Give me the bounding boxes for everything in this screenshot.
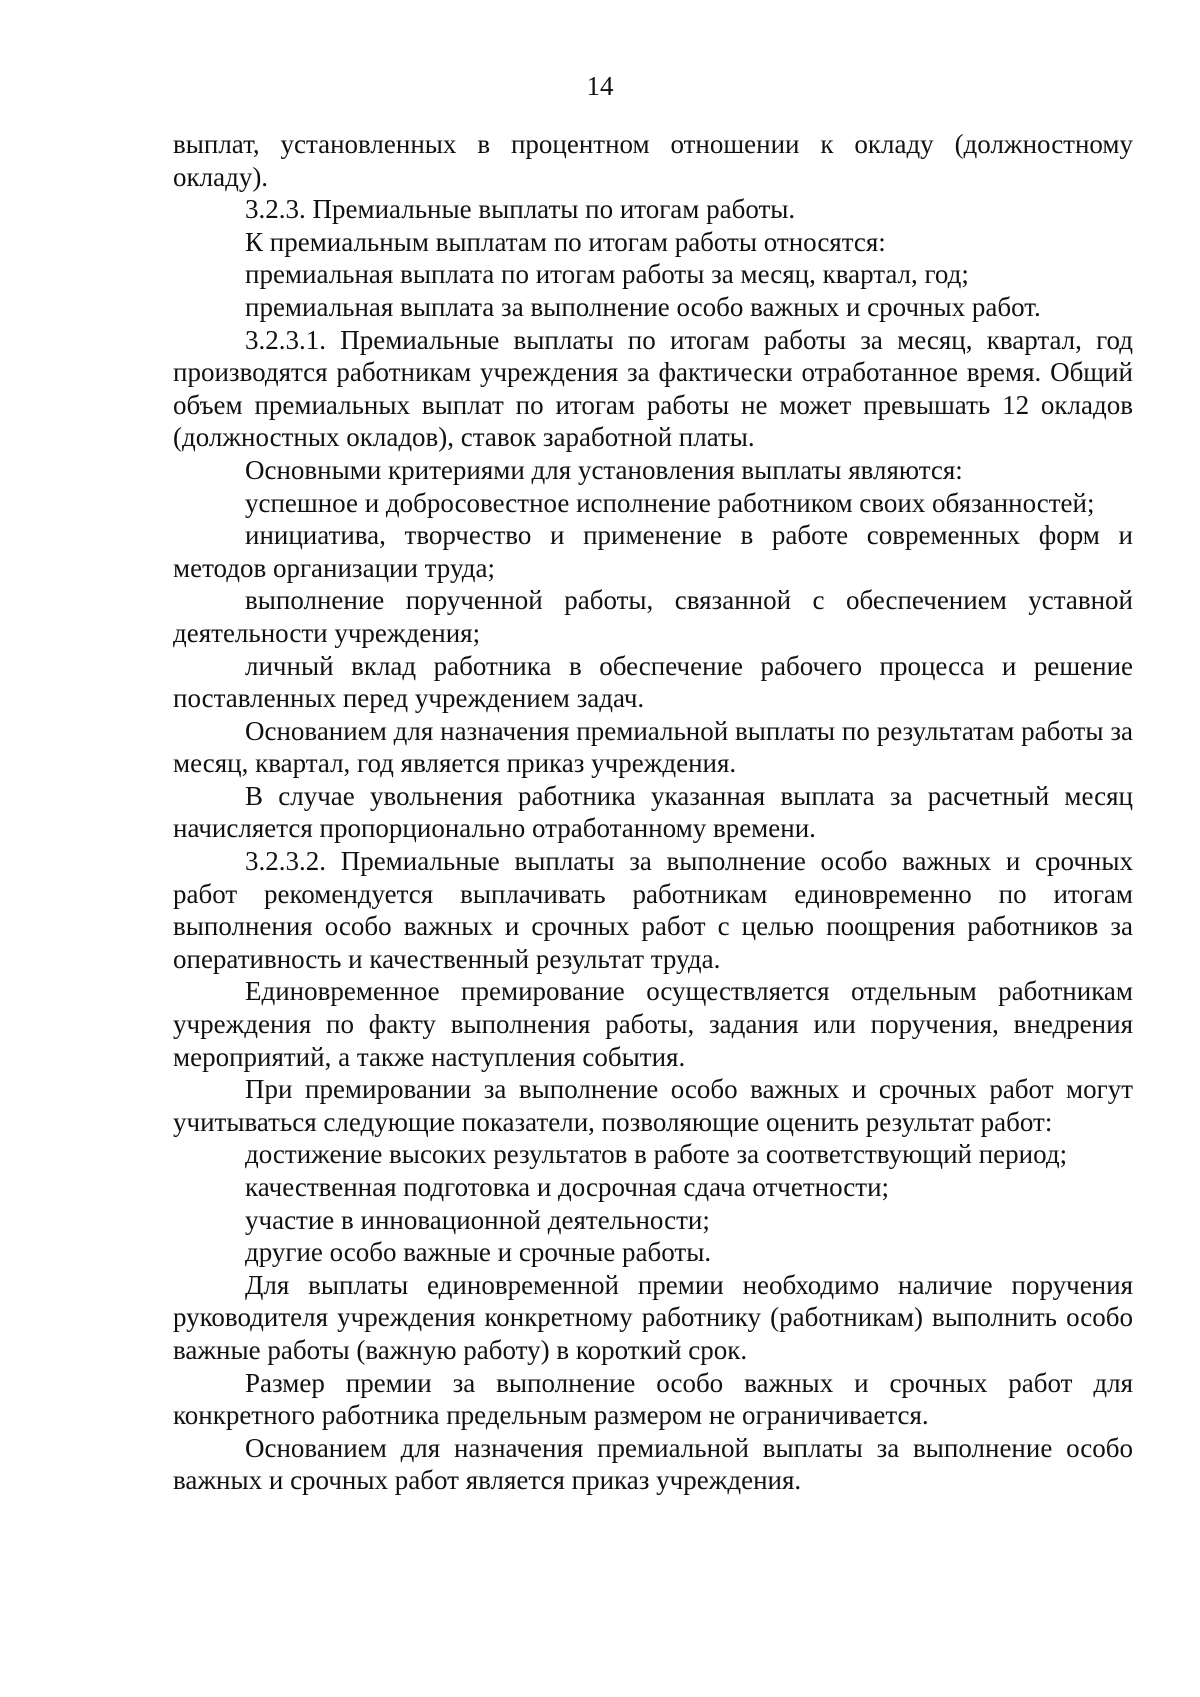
page-number: 14 xyxy=(586,71,614,101)
paragraph: Для выплаты единовременной премии необходимо наличие поручения руководителя учреждения конкретному работнику (работникам) выполнить особо важные работы (важную работу) в короткий срок. xyxy=(173,1269,1133,1365)
paragraph: Размер премии за выполнение особо важных и срочных работ для конкретного работника предельным размером не ограничивается. xyxy=(173,1367,1133,1431)
paragraph: Основанием для назначения премиальной выплаты за выполнение особо важных и срочных работ является приказ учреждения. xyxy=(173,1432,1133,1496)
list-item: успешное и добросовестное исполнение работником своих обязанностей; xyxy=(245,487,1095,518)
paragraph: К премиальным выплатам по итогам работы относятся: xyxy=(245,226,886,257)
list-item: личный вклад работника в обеспечение рабочего процесса и решение поставленных перед учреждением задач. xyxy=(173,650,1133,714)
list-item: другие особо важные и срочные работы. xyxy=(245,1237,712,1268)
section-heading: 3.2.3. Премиальные выплаты по итогам работы. xyxy=(245,194,796,225)
list-item: инициатива, творчество и применение в работе современных форм и методов организации труда; xyxy=(173,520,1133,583)
paragraph: При премировании за выполнение особо важных и срочных работ могут учитываться следующие показатели, позволяющие оценить результат работ: xyxy=(173,1074,1133,1137)
list-item: премиальная выплата за выполнение особо важных и срочных работ. xyxy=(245,291,1041,322)
list-item: качественная подготовка и досрочная сдача отчетности; xyxy=(245,1172,890,1202)
list-item: участие в инновационной деятельности; xyxy=(245,1204,710,1235)
paragraph: В случае увольнения работника указанная выплата за расчетный месяц начисляется пропорционально отработанному времени. xyxy=(173,780,1133,844)
list-item: премиальная выплата по итогам работы за месяц, квартал, год; xyxy=(245,259,969,290)
paragraph: Единовременное премирование осуществляется отдельным работникам учреждения по факту выполнения работы, задания или поручения, внедрения мероприятий, а также наступления события. xyxy=(173,976,1133,1072)
paragraph: Основанием для назначения премиальной выплаты по результатам работы за месяц, квартал, год является приказ учреждения. xyxy=(173,715,1133,779)
body-text xyxy=(173,128,1133,1497)
paragraph: выплат, установленных в процентном отношении к окладу (должностному окладу). xyxy=(173,129,1133,192)
list-item: достижение высоких результатов в работе за соответствующий период; xyxy=(245,1139,1068,1170)
list-item: выполнение порученной работы, связанной с обеспечением уставной деятельности учреждения; xyxy=(173,585,1133,648)
subsection-paragraph: 3.2.3.2. Премиальные выплаты за выполнение особо важных и срочных работ рекомендуется выплачивать работникам единовременно по итогам выполнения особо важных и срочных работ с целью поощрения работников за оперативность и качественный результат труда. xyxy=(173,846,1133,974)
subsection-paragraph: 3.2.3.1. Премиальные выплаты по итогам работы за месяц, квартал, год производятся работникам учреждения за фактически отработанное время. Общий объем премиальных выплат по итогам работы не может превышать 12 окладов (должностных окладов), ставок заработной платы. xyxy=(173,324,1133,453)
paragraph: Основными критериями для установления выплаты являются: xyxy=(245,454,963,485)
